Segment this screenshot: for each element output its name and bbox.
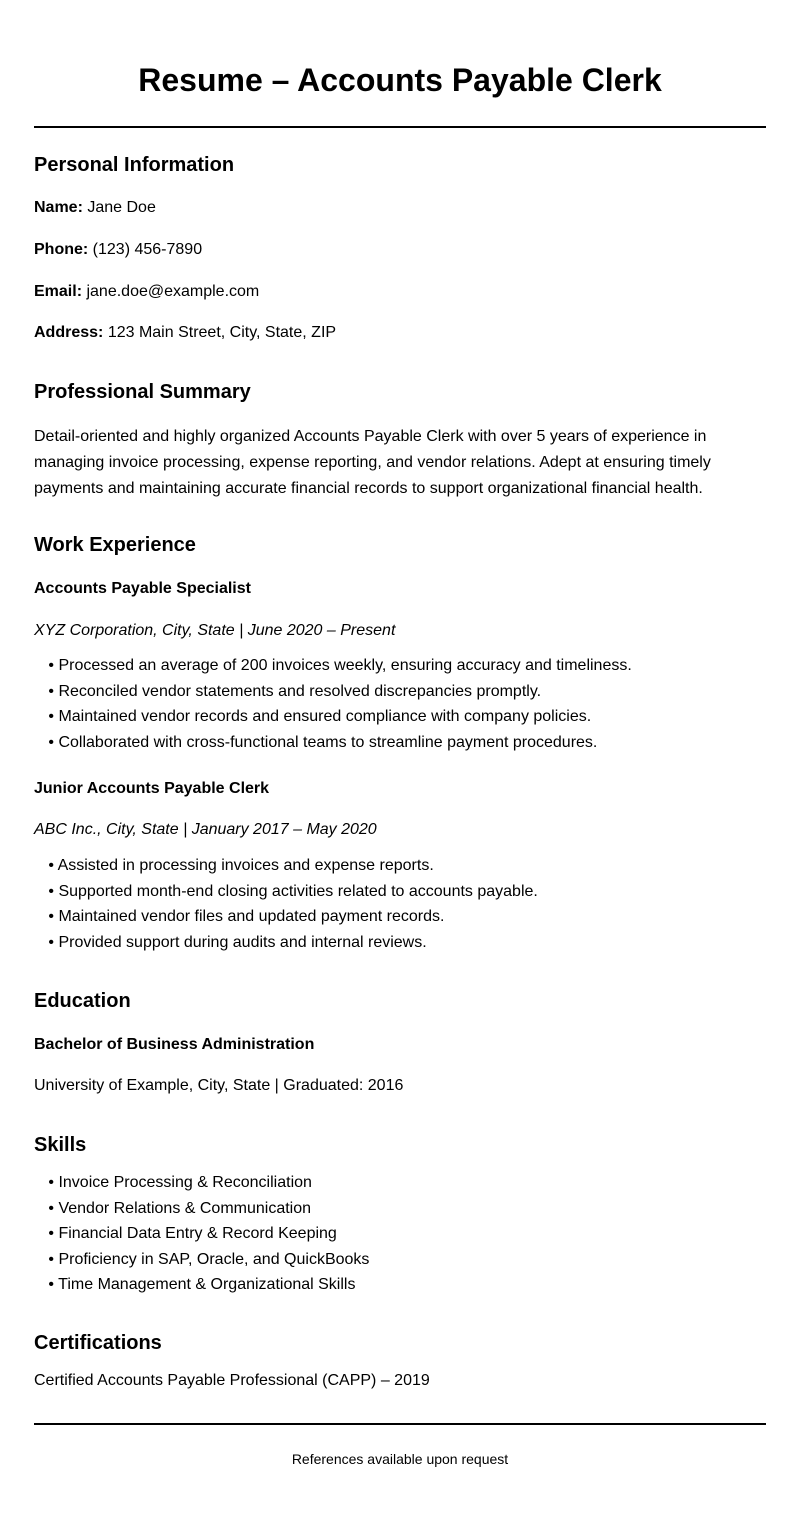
list-item: [34, 1221, 369, 1247]
personal-info-heading: Personal Information: [34, 154, 235, 176]
footer-divider: [34, 1423, 766, 1425]
duty-text: Maintained vendor records and ensured compliance with company policies.: [58, 708, 592, 726]
bullet-icon: •: [48, 657, 54, 674]
phone-line: [34, 240, 202, 260]
skill-text: Financial Data Entry & Record Keeping: [58, 1225, 337, 1243]
email-line: [34, 282, 259, 302]
list-item: [34, 704, 632, 730]
education-heading: Education: [34, 990, 131, 1012]
job-meta: XYZ Corporation, City, State | June 2020 – Present: [34, 622, 396, 639]
certifications-heading: Certifications: [34, 1332, 162, 1354]
name-value: Jane Doe: [87, 199, 156, 216]
job-meta: ABC Inc., City, State | January 2017 – May 2020: [34, 821, 377, 838]
duty-text: Provided support during audits and internal reviews.: [58, 933, 427, 951]
skill-text: Invoice Processing & Reconciliation: [58, 1174, 312, 1191]
bullet-icon: •: [48, 882, 54, 900]
job-title: Accounts Payable Specialist: [34, 580, 251, 597]
page-title: Resume – Accounts Payable Clerk: [138, 62, 662, 98]
job-duties-list: [34, 853, 538, 955]
job-duties-list: [34, 653, 632, 755]
duty-text: Supported month-end closing activities related to accounts payable.: [58, 882, 538, 900]
bullet-icon: •: [48, 682, 54, 700]
address-label: Address:: [34, 324, 104, 341]
list-item: [34, 853, 538, 879]
list-item: [34, 904, 538, 930]
list-item: [34, 679, 632, 705]
bullet-icon: •: [48, 908, 54, 926]
bullet-icon: •: [48, 1199, 54, 1217]
summary-heading: Professional Summary: [34, 381, 251, 403]
name-label: Name:: [34, 199, 83, 216]
list-item: [34, 730, 632, 756]
phone-label: Phone:: [34, 241, 89, 258]
bullet-icon: •: [48, 1250, 54, 1268]
duty-text: Collaborated with cross-functional teams to streamline payment procedures.: [58, 733, 598, 751]
skills-heading: Skills: [34, 1134, 87, 1156]
skill-text: Proficiency in SAP, Oracle, and QuickBooks: [58, 1250, 370, 1268]
bullet-icon: •: [48, 733, 54, 751]
list-item: [34, 1247, 369, 1273]
education-detail: University of Example, City, State | Graduated: 2016: [34, 1077, 404, 1094]
footer-note: References available upon request: [291, 1451, 509, 1467]
work-experience-heading: Work Experience: [34, 534, 196, 556]
list-item: [34, 1272, 369, 1298]
summary-text: Detail-oriented and highly organized Accounts Payable Clerk with over 5 years of experience in managing invoice processing, expense reporting, and vendor relations. Adept at ensuring timely payments and maintaining accurate financial records to support organizational financial health.: [34, 428, 711, 497]
skills-list: [34, 1170, 369, 1298]
skill-text: Time Management & Organizational Skills: [58, 1276, 356, 1294]
duty-text: Maintained vendor files and updated payment records.: [58, 908, 445, 926]
duty-text: Reconciled vendor statements and resolved discrepancies promptly.: [58, 682, 542, 700]
skill-text: Vendor Relations & Communication: [58, 1199, 312, 1217]
phone-value: (123) 456-7890: [92, 241, 203, 258]
bullet-icon: •: [48, 857, 54, 874]
email-label: Email:: [34, 283, 83, 300]
bullet-icon: •: [48, 1225, 54, 1243]
job-title: Junior Accounts Payable Clerk: [34, 780, 270, 797]
header-divider: [34, 126, 766, 128]
name-line: [34, 198, 156, 218]
address-value: 123 Main Street, City, State, ZIP: [107, 324, 337, 341]
list-item: [34, 653, 632, 679]
duty-text: Assisted in processing invoices and expense reports.: [57, 857, 434, 874]
bullet-icon: •: [48, 1276, 54, 1294]
bullet-icon: •: [48, 933, 54, 951]
list-item: [34, 1196, 369, 1222]
bullet-icon: •: [48, 1174, 54, 1191]
degree-title: Bachelor of Business Administration: [34, 1036, 315, 1053]
duty-text: Processed an average of 200 invoices weekly, ensuring accuracy and timeliness.: [58, 657, 632, 674]
certification-item: Certified Accounts Payable Professional (CAPP) – 2019: [34, 1372, 430, 1389]
list-item: [34, 879, 538, 905]
list-item: [34, 930, 538, 956]
bullet-icon: •: [48, 708, 54, 726]
email-value: jane.doe@example.com: [86, 283, 260, 300]
address-line: [34, 323, 336, 343]
list-item: [34, 1170, 369, 1196]
